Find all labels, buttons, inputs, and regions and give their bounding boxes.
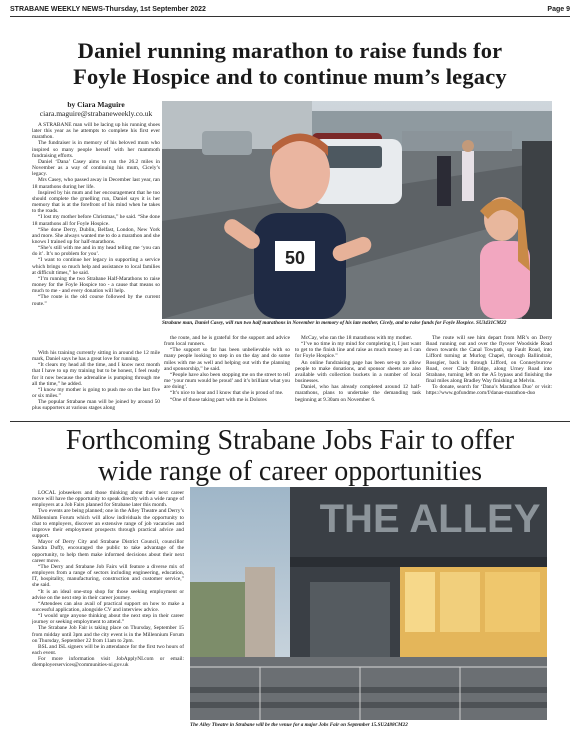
paragraph: “It clears my head all the time, and I know next month that I have to up my training but to be honest, I feel ready for it now because the adrenaline is pumping through me all the time,” he added. bbox=[32, 362, 160, 387]
paragraph: An online fundraising page has been set-up to allow people to make donations, and sponsor sheets are also available with collection buckets in a number of local businesses. bbox=[295, 359, 421, 385]
page-number: Page 9 bbox=[547, 6, 570, 13]
publication-date: STRABANE WEEKLY NEWS-Thursday, 1st September 2022 bbox=[10, 6, 206, 13]
article1-column4 bbox=[426, 335, 552, 418]
paragraph: The route will see him depart from MR’s on Derry Road running out and over the flyover Woodside Road down towards the Canal Towpath, up Fault Road, into Lifford turning at Murlog Chapel, through Ballindrait, Rossgier, back in through Lifford, on Conneyburrow Road, over Clady Bridge, along Urney Road into Strabane, turning left on the A5 bypass and finishing the final miles along Bradley Way finishing at Melvin. bbox=[426, 335, 552, 385]
paragraph: To donate, search for ‘Dana’s Marathon Duo’ or visit: https://www.gofundme.com/f/danas-marathon-duo bbox=[426, 384, 552, 397]
article2-headline-line1: Forthcoming Strabane Jobs Fair to offer bbox=[65, 425, 515, 456]
article-divider bbox=[10, 421, 570, 422]
paragraph: The popular Strabane man will be joined by around 50 plus supporters at various stages along bbox=[32, 399, 160, 412]
paragraph: The fundraiser is in memory of his beloved mum who inspired so many people herself with her mammoth fundraising efforts. bbox=[32, 140, 160, 159]
paragraph: Daniel ‘Dana’ Casey aims to run the 26.2 miles in November as a way of continuing his mum, Cicely’s legacy. bbox=[32, 158, 160, 178]
paragraph: A STRABANE man will be lacing up his running shoes later this year as he attempts to complete his first ever marathon. bbox=[32, 122, 160, 141]
byline-author: by Ciara Maguire bbox=[67, 100, 125, 109]
paragraph: “She’s still with me and in my head telling me ‘you can do it’. It’s no problem for you’. bbox=[32, 245, 160, 258]
paragraph: Mayor of Derry City and Strabane District Council, councillor Sandra Duffy, encouraged the public to take advantage of the opportunity, to help them make informed decisions about their next career move. bbox=[32, 539, 184, 564]
paragraph: “I’ve no time in my mind for completing it, I just want to get to the finish line and raise as much money as I can for Foyle Hospice.” bbox=[295, 341, 421, 360]
paragraph: Mrs Casey, who passed away in December last year, ran 18 marathons during her life. bbox=[32, 177, 160, 190]
page-header bbox=[10, 5, 570, 17]
paragraph: “I’m running the two Strabane Half-Marathons to raise money for the Foyle Hospice too - a cause that means so much to me - and every donation will help. bbox=[32, 275, 160, 295]
paragraph: “I lost my mother before Christmas,” he said. “She done 18 marathons all for Foyle Hospice. bbox=[32, 214, 160, 227]
paragraph: With his training currently sitting in around the 12 mile mark, Daniel says he has a great love for running. bbox=[32, 350, 160, 363]
photo2-caption: The Alley Theatre in Strabane will be the venue for a major Jobs Fair on September 15.SU2488CM22 bbox=[190, 722, 408, 728]
paragraph: “The support so far has been unbelievable with so many people looking to step in on the day and do some miles with me as well and helping out with the planning and sponsorship,” he said. bbox=[164, 347, 290, 372]
byline-email[interactable]: ciara.maguire@strabaneweekly.co.uk bbox=[39, 109, 153, 118]
paragraph: Inspired by his mum and her encouragement that he too should complete the gruelling run, Daniel says it is her memory that is at the forefront of his mind when he takes to the roads. bbox=[32, 189, 160, 215]
article2-headline bbox=[12, 425, 568, 487]
marathon-runner-photo bbox=[162, 101, 552, 319]
paragraph: “It is an ideal one-stop shop for those seeking employment or advise on the next step in their career journey. bbox=[32, 588, 184, 601]
paragraph: “One of those taking part with me is Dolores bbox=[170, 396, 267, 403]
paragraph: BSL and ISL signers will be in attendance for the first two hours of each event. bbox=[32, 643, 184, 657]
article2-headline-line2: wide range of career opportunities bbox=[97, 456, 483, 487]
race-bib-number: 50 bbox=[284, 248, 306, 268]
article1-column1 bbox=[32, 122, 160, 349]
paragraph: “I want to continue her legacy in supporting a service which brings so much help and assistance to local families at difficult times,” he said. bbox=[32, 257, 160, 276]
theatre-sign: THE ALLEY bbox=[319, 497, 541, 541]
photo1-caption: Strabane man, Daniel Casey, will run two half marathons in November in memory of his late mother, Cicely, and to raise funds for Foyle Hospice. SU3431CM22 bbox=[162, 320, 507, 326]
article1-headline-line1: Daniel running marathon to raise funds for bbox=[77, 38, 503, 63]
paragraph: The Strabane Job Fair is taking place on Thursday, September 15 from midday until 3pm and the city event is in the Millennium Forum on Thursday, September 22 from 11am to 2pm. bbox=[32, 625, 184, 644]
paragraph: Two events are being planned; one in the Alley Theatre and Derry’s Millennium Forum which will allow individuals the opportunity to chat to employers, discover an extensive range of job vacancies and improve their employment prospects through practical advice and support. bbox=[32, 508, 184, 540]
article1-column2 bbox=[164, 335, 290, 418]
alley-theatre-photo bbox=[190, 487, 547, 720]
article1-headline-line2: Foyle Hospice and to continue mum’s legacy bbox=[73, 64, 507, 89]
article1-headline bbox=[12, 38, 568, 90]
paragraph: “People have also been stopping me on the street to tell me ‘your mum would be proud’ and it’s brilliant what you are doing’. bbox=[164, 371, 290, 391]
paragraph: the route, and he is grateful for the support and advice from local runners. bbox=[164, 335, 290, 348]
article1-column3 bbox=[295, 335, 421, 418]
paragraph: “Attendees can also avail of practical support on how to make a successful application, alongside CV and interview advice. bbox=[32, 600, 184, 613]
article1-column1-continued bbox=[32, 350, 160, 418]
paragraph: McCay, who ran the 18 marathons with my mother. bbox=[301, 335, 413, 341]
paragraph: Daniel, who has already completed around 12 half-marathons, plans to undertake the demanding task beginning at 9.30am on November 6. bbox=[295, 384, 421, 403]
paragraph: “It’s nice to hear and I know that she is proud of me. bbox=[170, 390, 284, 397]
article2-column bbox=[32, 490, 184, 715]
paragraph: “The Derry and Strabane Job Fairs will feature a diverse mix of employers from a range of sectors including engineering, education, IT, hospitality, manufacturing, construction and customer service,” she said. bbox=[32, 563, 184, 589]
paragraph: For more information visit JobApplyNI.com or email: dlemployerservices@communities-ni.gov.uk bbox=[32, 656, 184, 669]
paragraph: “The route is the old course followed by the current route.” bbox=[32, 294, 160, 307]
paragraph: “She done Derry, Dublin, Belfast, London, New York and more. She always wanted me to do a marathon and she knows I trained up for half-marathons. bbox=[32, 226, 160, 245]
byline bbox=[32, 100, 160, 118]
paragraph: “I would urge anyone thinking about the next step in their career journey or seeking employment to attend.” bbox=[32, 613, 184, 626]
paragraph: LOCAL jobseekers and those thinking about their next career move will have the opportunity to speak directly with a wide range of employers at a Job Fairs planned for Strabane later this month. bbox=[32, 490, 184, 509]
paragraph: “I know my mother is going to push me on the last five or six miles.” bbox=[32, 386, 160, 400]
